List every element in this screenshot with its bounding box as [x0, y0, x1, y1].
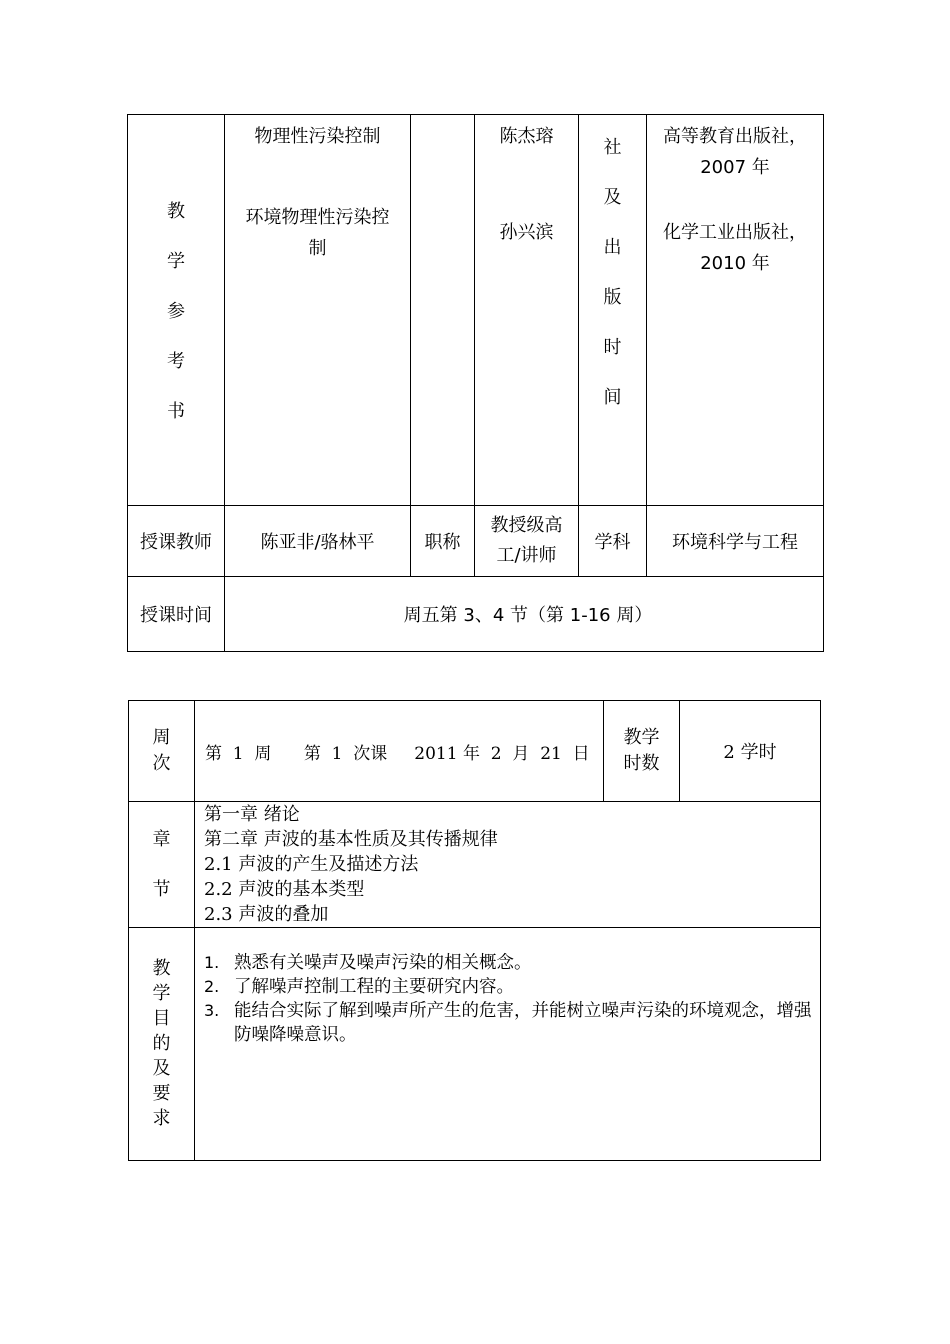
goal-number: 2. [204, 977, 220, 996]
goal-text: 了解噪声控制工程的主要研究内容。 [234, 977, 514, 997]
book-publisher: 高等教育出版社， [663, 126, 807, 147]
chapter-label-cell [129, 802, 195, 928]
teacher-value: 陈亚非/骆林平 [225, 506, 411, 577]
hours-label-cell [604, 701, 680, 802]
book-title: 环境物理性污染控制 [245, 207, 390, 259]
chapter-line: 第二章 声波的基本性质及其传播规律 [204, 829, 498, 850]
book-author-cell [475, 115, 579, 506]
title-value-text: 教授级高工/讲师 [490, 515, 563, 566]
book-title: 物理性污染控制 [254, 126, 381, 147]
week-line-cell [195, 701, 604, 802]
hours-label: 教学时数 [623, 727, 660, 774]
goals-label-char: 求 [152, 1108, 171, 1129]
goals-label-char: 的 [152, 1033, 171, 1054]
list-item [204, 975, 812, 999]
publisher-label-cell [579, 115, 647, 506]
goal-text: 熟悉有关噪声及噪声污染的相关概念。 [234, 953, 532, 973]
empty-cell [411, 115, 475, 506]
goals-cell [195, 928, 821, 1161]
time-value: 周五第 3、4 节（第 1-16 周） [225, 577, 824, 652]
subject-label: 学科 [579, 506, 647, 577]
ref-label-char: 参 [167, 301, 185, 322]
reference-table [127, 114, 824, 652]
chapter-line: 2.1 声波的产生及描述方法 [204, 854, 419, 875]
goal-number: 3. [204, 1001, 220, 1020]
week-label: 周次 [152, 727, 171, 774]
chapter-line: 第一章 绪论 [204, 804, 300, 825]
title-value [475, 506, 579, 577]
publisher-label-char: 出 [603, 237, 622, 258]
book-author: 孙兴滨 [499, 222, 554, 243]
goals-label-char: 学 [152, 983, 171, 1004]
goal-number: 1. [204, 953, 220, 972]
book-year: 2010 年 [700, 253, 770, 274]
goals-label-char: 要 [152, 1083, 171, 1104]
title-label: 职称 [411, 506, 475, 577]
goals-label-char: 教 [152, 958, 171, 979]
book-publisher: 化学工业出版社， [663, 222, 807, 243]
goals-label-cell [129, 928, 195, 1161]
ref-label-cell [128, 115, 225, 506]
chapter-line: 2.2 声波的基本类型 [204, 879, 365, 900]
book-title-cell [225, 115, 411, 506]
ref-label-char: 书 [167, 401, 185, 422]
ref-label-char: 学 [167, 251, 185, 272]
chapter-list [195, 802, 821, 928]
hours-value: 2 学时 [680, 701, 821, 802]
list-item [204, 951, 812, 975]
publisher-label-char: 版 [603, 287, 622, 308]
publisher-label-char: 社 [603, 137, 622, 158]
goals-list [204, 951, 812, 1047]
publisher-label-char: 时 [603, 337, 622, 358]
chapter-label-char: 节 [152, 878, 171, 900]
lesson-table [128, 700, 821, 1161]
goal-text: 能结合实际了解到噪声所产生的危害，并能树立噪声污染的环境观念，增强防噪降噪意识。 [234, 1001, 812, 1045]
ref-label-char: 考 [167, 351, 185, 372]
list-item [204, 999, 812, 1047]
week-label-cell [129, 701, 195, 802]
teacher-label: 授课教师 [128, 506, 225, 577]
publisher-label-char: 间 [603, 387, 622, 408]
subject-value: 环境科学与工程 [647, 506, 824, 577]
publisher-cell [647, 115, 824, 506]
time-label: 授课时间 [128, 577, 225, 652]
publisher-label-char: 及 [603, 187, 622, 208]
goals-label-char: 目 [152, 1008, 171, 1029]
chapter-label-char: 章 [152, 828, 171, 850]
book-author: 陈杰瑢 [499, 126, 554, 147]
goals-label-char: 及 [152, 1058, 171, 1079]
book-year: 2007 年 [700, 157, 770, 178]
week-line: 第 1 周 第 1 次课 2011 年 2 月 21 日 [205, 743, 590, 764]
chapter-line: 2.3 声波的叠加 [204, 904, 329, 925]
ref-label-char: 教 [167, 201, 185, 222]
